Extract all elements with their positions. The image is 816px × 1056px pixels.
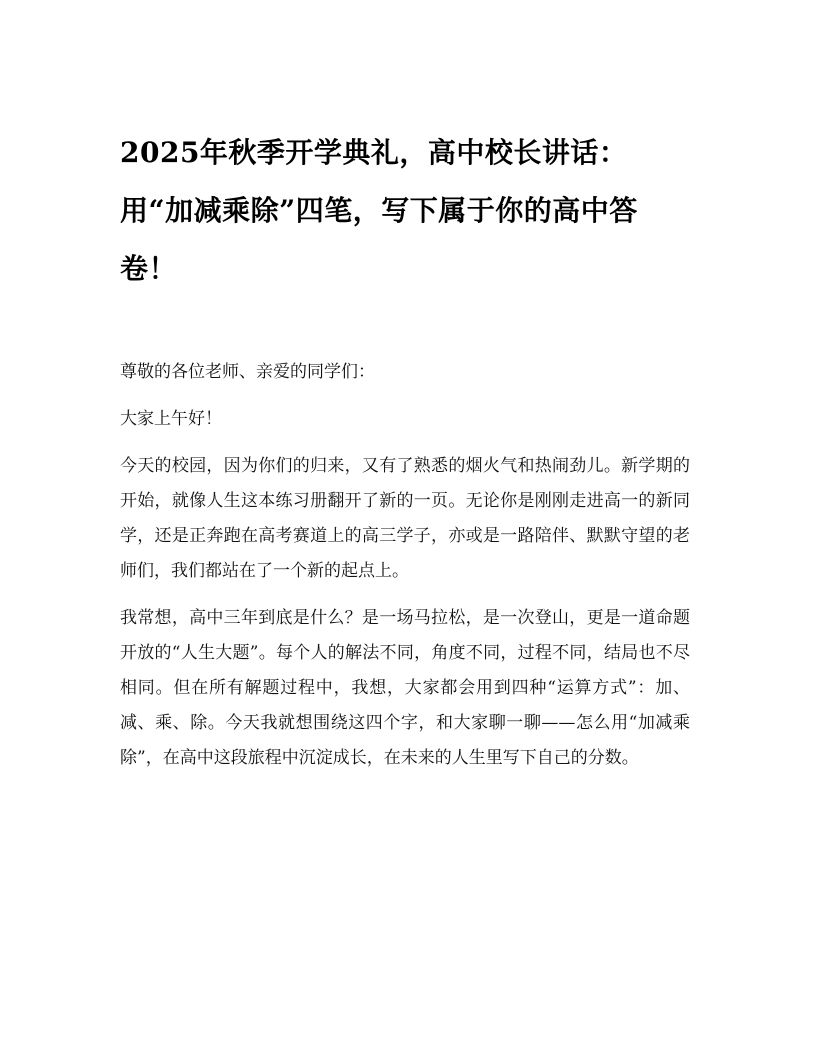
document-body bbox=[120, 355, 690, 788]
paragraph: 今天的校园，因为你们的归来，又有了熟悉的烟火气和热闹劲儿。新学期的开始，就像人生这本练习册翻开了新的一页。无论你是刚刚走进高一的新同学，还是正奔跑在高考赛道上的高三学子，亦或是一路陪伴、默默守望的老师们，我们都站在了一个新的起点上。 bbox=[120, 456, 690, 581]
paragraph: 我常想，高中三年到底是什么？是一场马拉松，是一次登山，更是一道命题开放的“人生大题”。每个人的解法不同，角度不同，过程不同，结局也不尽相同。但在所有解题过程中，我想，大家都会用到四种“运算方式”：加、减、乘、除。今天我就想围绕这四个字，和大家聊一聊——怎么用“加减乘除”，在高中这段旅程中沉淀成长，在未来的人生里写下自己的分数。 bbox=[120, 608, 690, 768]
greeting: 大家上午好！ bbox=[120, 409, 222, 429]
document-title: 2025年秋季开学典礼，高中校长讲话：用“加减乘除”四笔，写下属于你的高中答卷！ bbox=[120, 136, 638, 285]
salutation: 尊敬的各位老师、亲爱的同学们： bbox=[120, 362, 375, 382]
